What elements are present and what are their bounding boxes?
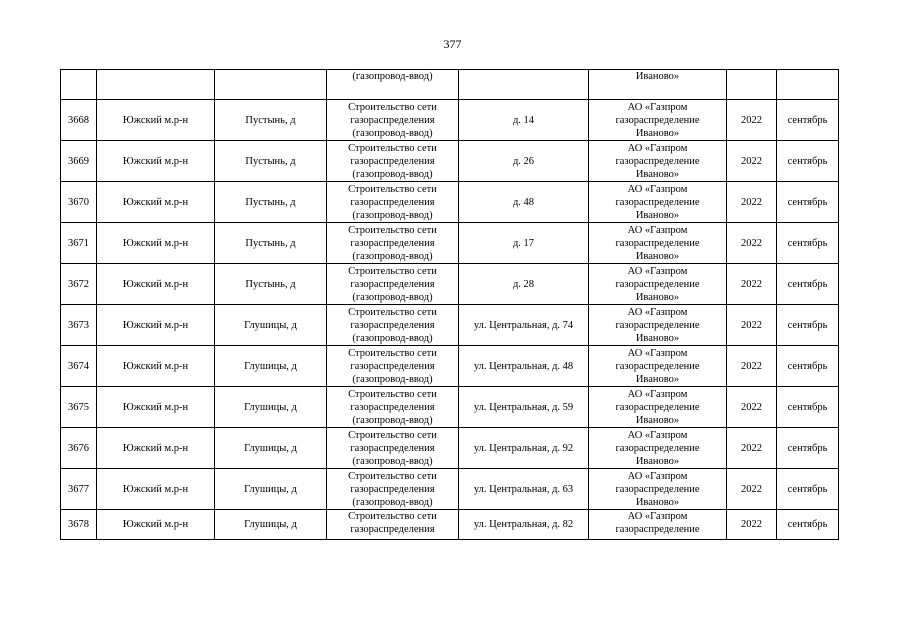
cell-org-line: Иваново»	[635, 414, 680, 426]
cell-work	[327, 346, 459, 387]
cell-locality: Пустынь, д	[215, 223, 327, 264]
cell-num: 3672	[61, 264, 97, 305]
cell-work-line: Строительство сети	[348, 429, 437, 441]
cell-org-line: газораспределение	[615, 237, 700, 249]
cell-org-line: газораспределение	[615, 401, 700, 413]
cell-org	[589, 510, 727, 540]
cell-district: Южский м.р-н	[97, 141, 215, 182]
cell-work-line: Строительство сети	[348, 306, 437, 318]
cell-month: сентябрь	[777, 510, 839, 540]
cell-year: 2022	[727, 182, 777, 223]
cell-work-line: (газопровод-ввод)	[352, 250, 433, 262]
cell-org-line: Иваново»	[635, 209, 680, 221]
cell-locality: Пустынь, д	[215, 182, 327, 223]
cell-address: ул. Центральная, д. 48	[459, 346, 589, 387]
cell-address: д. 26	[459, 141, 589, 182]
cell-district: Южский м.р-н	[97, 305, 215, 346]
cell-district: Южский м.р-н	[97, 100, 215, 141]
cell-org-line: газораспределение	[615, 278, 700, 290]
cell-work	[327, 469, 459, 510]
table-row	[61, 100, 839, 141]
cell-work-line: газораспределения	[350, 360, 435, 372]
cell-org-line: газораспределение	[615, 442, 700, 454]
cell-month: сентябрь	[777, 387, 839, 428]
cell-org: Иваново»	[589, 70, 727, 100]
cell-org-line: АО «Газпром	[627, 347, 688, 359]
cell-org-line: Иваново»	[635, 332, 680, 344]
cell-org	[589, 428, 727, 469]
cell-work-line: (газопровод-ввод)	[352, 496, 433, 508]
table-row	[61, 510, 839, 540]
cell-org-line: газораспределение	[615, 524, 700, 535]
page-number: 377	[443, 37, 462, 51]
cell-work-line: газораспределения	[350, 196, 435, 208]
cell-month: сентябрь	[777, 100, 839, 141]
cell-work-line: Строительство сети	[348, 470, 437, 482]
cell-org-line: газораспределение	[615, 114, 700, 126]
table-row	[61, 223, 839, 264]
cell-address: д. 28	[459, 264, 589, 305]
cell-org-line: АО «Газпром	[627, 388, 688, 400]
cell-work	[327, 182, 459, 223]
cell-month	[777, 70, 839, 100]
cell-work-line: газораспределения	[350, 319, 435, 331]
cell-num: 3671	[61, 223, 97, 264]
cell-org-line: газораспределение	[615, 155, 700, 167]
cell-district: Южский м.р-н	[97, 264, 215, 305]
cell-month: сентябрь	[777, 305, 839, 346]
cell-org	[589, 141, 727, 182]
cell-num	[61, 70, 97, 100]
cell-org-line: Иваново»	[635, 455, 680, 467]
cell-work	[327, 305, 459, 346]
cell-num: 3677	[61, 469, 97, 510]
cell-work-line: (газопровод-ввод)	[352, 332, 433, 344]
cell-address: ул. Центральная, д. 82	[459, 510, 589, 540]
cell-work	[327, 141, 459, 182]
cell-work	[327, 264, 459, 305]
cell-org	[589, 346, 727, 387]
cell-work	[327, 100, 459, 141]
cell-org	[589, 469, 727, 510]
cell-work-line: (газопровод-ввод)	[352, 414, 433, 426]
cell-org-line: газораспределение	[615, 196, 700, 208]
cell-work-line: газораспределения	[350, 524, 435, 535]
cell-org	[589, 223, 727, 264]
cell-org-line: газораспределение	[615, 483, 700, 495]
cell-num: 3673	[61, 305, 97, 346]
cell-locality: Глушицы, д	[215, 305, 327, 346]
cell-month: сентябрь	[777, 182, 839, 223]
cell-address: ул. Центральная, д. 92	[459, 428, 589, 469]
cell-work	[327, 387, 459, 428]
cell-year: 2022	[727, 387, 777, 428]
cell-work-line: Строительство сети	[348, 183, 437, 195]
cell-org	[589, 305, 727, 346]
cell-month: сентябрь	[777, 469, 839, 510]
table-row	[61, 305, 839, 346]
cell-locality	[215, 70, 327, 100]
cell-locality: Глушицы, д	[215, 428, 327, 469]
cell-work-line: газораспределения	[350, 483, 435, 495]
cell-org-line: АО «Газпром	[627, 142, 688, 154]
table-body	[61, 70, 839, 540]
cell-org-line: АО «Газпром	[627, 470, 688, 482]
cell-year: 2022	[727, 428, 777, 469]
cell-num: 3668	[61, 100, 97, 141]
table-row	[61, 428, 839, 469]
cell-work-line: Строительство сети	[348, 388, 437, 400]
cell-district: Южский м.р-н	[97, 469, 215, 510]
cell-num: 3670	[61, 182, 97, 223]
cell-work-line: Строительство сети	[348, 142, 437, 154]
cell-month: сентябрь	[777, 264, 839, 305]
cell-district	[97, 70, 215, 100]
cell-work-line: Строительство сети	[348, 224, 437, 236]
cell-address: ул. Центральная, д. 63	[459, 469, 589, 510]
table-row	[61, 182, 839, 223]
cell-org-line: газораспределение	[615, 360, 700, 372]
cell-work-line: газораспределения	[350, 155, 435, 167]
cell-work-line: газораспределения	[350, 237, 435, 249]
cell-org	[589, 182, 727, 223]
cell-work-line: (газопровод-ввод)	[352, 373, 433, 385]
table-row	[61, 346, 839, 387]
cell-work-line: (газопровод-ввод)	[352, 291, 433, 303]
cell-num: 3675	[61, 387, 97, 428]
cell-district: Южский м.р-н	[97, 182, 215, 223]
cell-num: 3674	[61, 346, 97, 387]
cell-org-line: Иваново»	[635, 373, 680, 385]
cell-org	[589, 264, 727, 305]
cell-locality: Пустынь, д	[215, 264, 327, 305]
table-row	[61, 387, 839, 428]
cell-work: (газопровод-ввод)	[327, 70, 459, 100]
cell-work	[327, 510, 459, 540]
table-row-continued	[61, 70, 839, 100]
cell-locality: Глушицы, д	[215, 510, 327, 540]
table-row	[61, 264, 839, 305]
table-row	[61, 469, 839, 510]
cell-org-line: АО «Газпром	[627, 224, 688, 236]
cell-work-line: Строительство сети	[348, 101, 437, 113]
cell-district: Южский м.р-н	[97, 346, 215, 387]
cell-num: 3678	[61, 510, 97, 540]
cell-month: сентябрь	[777, 428, 839, 469]
cell-work-line: Строительство сети	[348, 265, 437, 277]
cell-work-line: газораспределения	[350, 114, 435, 126]
cell-address: ул. Центральная, д. 59	[459, 387, 589, 428]
cell-year	[727, 70, 777, 100]
cell-org-line: Иваново»	[635, 127, 680, 139]
cell-work	[327, 223, 459, 264]
cell-org-line: газораспределение	[615, 319, 700, 331]
cell-org	[589, 387, 727, 428]
cell-year: 2022	[727, 346, 777, 387]
cell-org-line: АО «Газпром	[627, 511, 688, 522]
cell-org-line: АО «Газпром	[627, 429, 688, 441]
cell-year: 2022	[727, 264, 777, 305]
cell-org-line: Иваново»	[635, 496, 680, 508]
cell-work-line: (газопровод-ввод)	[352, 209, 433, 221]
cell-district: Южский м.р-н	[97, 510, 215, 540]
works-table	[60, 69, 839, 540]
cell-work-line: Строительство сети	[348, 347, 437, 359]
cell-year: 2022	[727, 510, 777, 540]
cell-org-line: АО «Газпром	[627, 101, 688, 113]
cell-locality: Глушицы, д	[215, 469, 327, 510]
cell-district: Южский м.р-н	[97, 428, 215, 469]
cell-org-line: АО «Газпром	[627, 265, 688, 277]
cell-org	[589, 100, 727, 141]
cell-district: Южский м.р-н	[97, 223, 215, 264]
cell-district: Южский м.р-н	[97, 387, 215, 428]
cell-address: д. 48	[459, 182, 589, 223]
cell-month: сентябрь	[777, 346, 839, 387]
cell-address: ул. Центральная, д. 74	[459, 305, 589, 346]
cell-work-line: (газопровод-ввод)	[352, 127, 433, 139]
cell-work-line: (газопровод-ввод)	[352, 168, 433, 180]
cell-work-line: газораспределения	[350, 401, 435, 413]
table-row	[61, 141, 839, 182]
cell-work	[327, 428, 459, 469]
cell-work-line: (газопровод-ввод)	[352, 455, 433, 467]
cell-org-line: АО «Газпром	[627, 306, 688, 318]
cell-address	[459, 70, 589, 100]
cell-org-line: Иваново»	[635, 291, 680, 303]
cell-year: 2022	[727, 469, 777, 510]
cell-month: сентябрь	[777, 223, 839, 264]
cell-year: 2022	[727, 100, 777, 141]
cell-address: д. 14	[459, 100, 589, 141]
cell-year: 2022	[727, 223, 777, 264]
cell-address: д. 17	[459, 223, 589, 264]
cell-locality: Пустынь, д	[215, 100, 327, 141]
cell-locality: Глушицы, д	[215, 387, 327, 428]
cell-work-line: газораспределения	[350, 278, 435, 290]
cell-year: 2022	[727, 305, 777, 346]
cell-org-line: АО «Газпром	[627, 183, 688, 195]
cell-work-line: Строительство сети	[348, 511, 437, 522]
cell-org-line: Иваново»	[635, 250, 680, 262]
cell-num: 3676	[61, 428, 97, 469]
cell-month: сентябрь	[777, 141, 839, 182]
cell-work-line: газораспределения	[350, 442, 435, 454]
cell-locality: Пустынь, д	[215, 141, 327, 182]
cell-year: 2022	[727, 141, 777, 182]
cell-num: 3669	[61, 141, 97, 182]
cell-org-line: Иваново»	[635, 168, 680, 180]
cell-locality: Глушицы, д	[215, 346, 327, 387]
